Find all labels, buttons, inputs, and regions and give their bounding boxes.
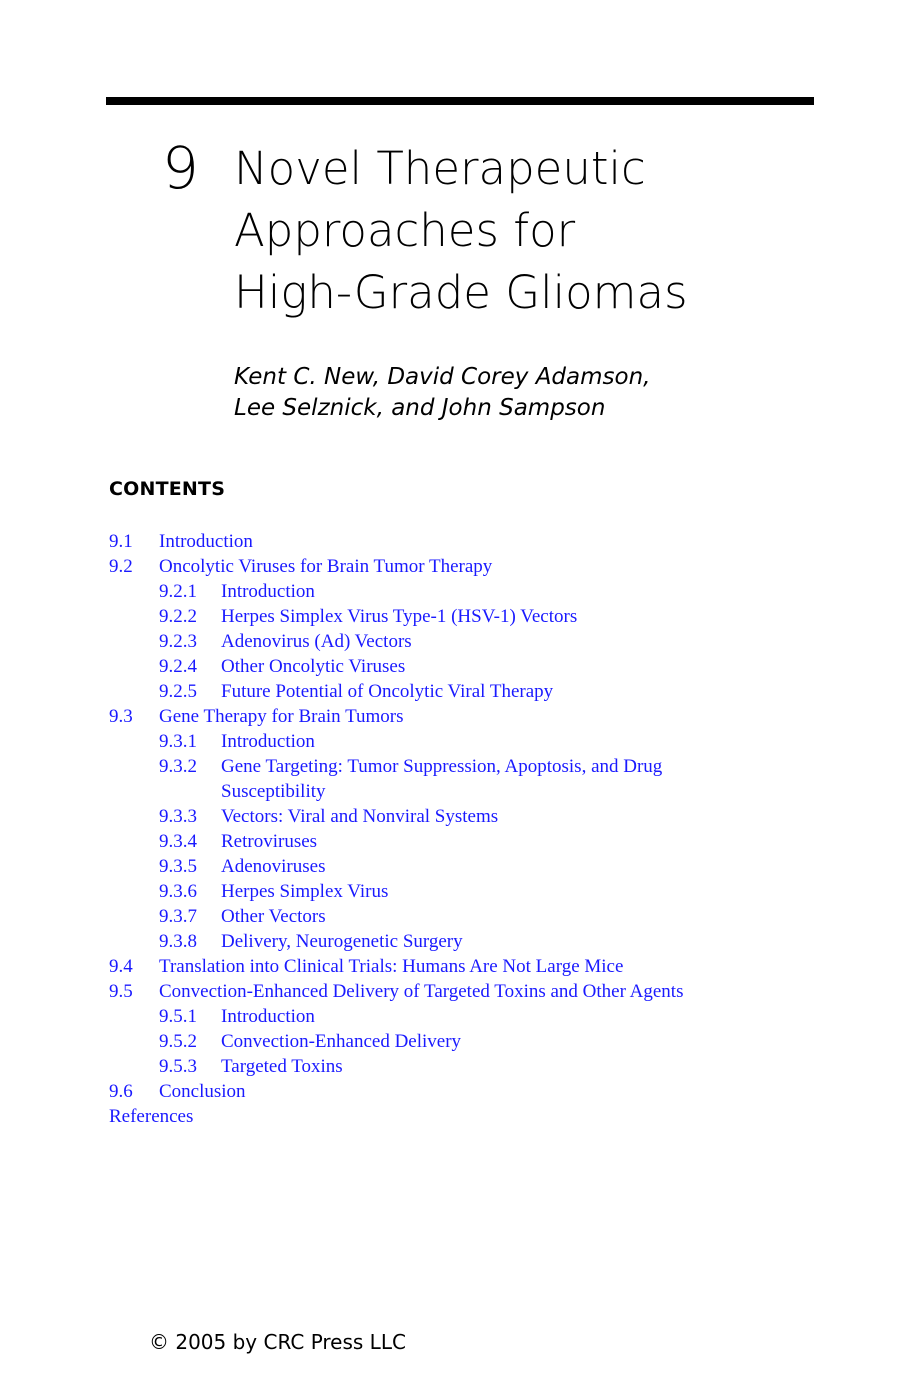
toc-entry-title: Vectors: Viral and Nonviral Systems — [221, 806, 499, 827]
toc-entry-number: 9.3.6 — [159, 881, 197, 902]
toc-entry-number: 9.3.4 — [159, 831, 197, 852]
toc-link-references[interactable] — [109, 1104, 849, 1129]
toc-entry-title: Herpes Simplex Virus — [221, 881, 389, 902]
toc-entry-number: 9.4 — [109, 956, 133, 977]
toc-entry-title: Convection-Enhanced Delivery — [221, 1031, 462, 1052]
toc-entry[interactable] — [109, 854, 849, 879]
toc-entry-number: 9.3.5 — [159, 856, 197, 877]
toc-entry[interactable] — [109, 554, 849, 579]
toc-entry-title: Introduction — [221, 581, 315, 602]
toc-entry-number: 9.5 — [109, 981, 133, 1002]
toc-entry[interactable] — [109, 929, 849, 954]
toc-entry-title: Adenoviruses — [221, 856, 326, 877]
toc-entry[interactable] — [109, 1004, 849, 1029]
toc-entry-number: 9.1 — [109, 531, 133, 552]
chapter-number: 9 — [162, 134, 199, 202]
toc-entry-title: Gene Targeting: Tumor Suppression, Apoptosis, and Drug — [221, 756, 663, 777]
toc-entry-title: Introduction — [221, 731, 315, 752]
toc-entry[interactable] — [109, 679, 849, 704]
toc-entry-title: Susceptibility — [221, 781, 326, 802]
chapter-title-line: Novel Therapeutic — [234, 142, 646, 195]
toc-entry-number: 9.2.1 — [159, 581, 197, 602]
toc-entry-title: Oncolytic Viruses for Brain Tumor Therapy — [159, 556, 493, 577]
toc-entry-title: Targeted Toxins — [221, 1056, 343, 1077]
toc-entry[interactable] — [109, 629, 849, 654]
toc-entry[interactable] — [109, 879, 849, 904]
toc-entry-title: Other Vectors — [221, 906, 326, 927]
chapter-title-line: Approaches for — [234, 204, 576, 257]
toc-entry-number: 9.5.1 — [159, 1006, 197, 1027]
toc-entry[interactable] — [109, 804, 849, 829]
table-of-contents — [109, 529, 849, 1129]
toc-entry[interactable] — [109, 979, 849, 1004]
toc-entry-number: 9.3.1 — [159, 731, 197, 752]
toc-entry-number: 9.3.2 — [159, 756, 197, 777]
toc-entry-title: References — [109, 1106, 194, 1127]
toc-entry[interactable] — [109, 954, 849, 979]
toc-entry-number: 9.5.3 — [159, 1056, 197, 1077]
toc-entry-number: 9.2.2 — [159, 606, 197, 627]
toc-entry-number: 9.3 — [109, 706, 133, 727]
authors-line: Lee Selznick, and John Sampson — [234, 395, 606, 421]
toc-entry[interactable] — [109, 579, 849, 604]
toc-entry[interactable] — [109, 904, 849, 929]
toc-entry-title: Gene Therapy for Brain Tumors — [159, 706, 404, 727]
toc-entry-number: 9.3.8 — [159, 931, 197, 952]
toc-entry[interactable] — [109, 529, 849, 554]
toc-entry-number: 9.5.2 — [159, 1031, 197, 1052]
toc-entry-number: 9.2.5 — [159, 681, 197, 702]
toc-entry-title: Other Oncolytic Viruses — [221, 656, 406, 677]
toc-entry-title: Delivery, Neurogenetic Surgery — [221, 931, 463, 952]
toc-entry[interactable] — [109, 1029, 849, 1054]
toc-entry-title: Translation into Clinical Trials: Humans Are Not Large Mice — [159, 956, 624, 977]
toc-entry[interactable] — [109, 829, 849, 854]
toc-entry-title: Future Potential of Oncolytic Viral Therapy — [221, 681, 554, 702]
contents-heading: CONTENTS — [109, 478, 226, 500]
copyright-notice: © 2005 by CRC Press LLC — [149, 1330, 406, 1354]
chapter-title — [234, 138, 834, 324]
toc-entry-title: Convection-Enhanced Delivery of Targeted Toxins and Other Agents — [159, 981, 684, 1002]
chapter-authors — [234, 362, 874, 424]
toc-entry-title: Introduction — [159, 531, 253, 552]
toc-entry-number: 9.3.7 — [159, 906, 197, 927]
toc-entry[interactable] — [109, 779, 849, 804]
toc-entry[interactable] — [109, 704, 849, 729]
toc-entry-title: Adenovirus (Ad) Vectors — [221, 631, 412, 652]
toc-entry-title: Herpes Simplex Virus Type-1 (HSV-1) Vectors — [221, 606, 578, 627]
toc-entry-number: 9.6 — [109, 1081, 133, 1102]
toc-entry[interactable] — [109, 754, 849, 779]
toc-entry[interactable] — [109, 1054, 849, 1079]
toc-entry-title: Conclusion — [159, 1081, 246, 1102]
chapter-top-rule — [106, 97, 814, 105]
toc-entry-number: 9.2 — [109, 556, 133, 577]
authors-line: Kent C. New, David Corey Adamson, — [234, 364, 651, 390]
toc-entry-number: 9.2.3 — [159, 631, 197, 652]
toc-entry[interactable] — [109, 1079, 849, 1104]
chapter-title-line: High-Grade Gliomas — [234, 266, 688, 319]
toc-entry-number: 9.3.3 — [159, 806, 197, 827]
toc-entry-number: 9.2.4 — [159, 656, 197, 677]
toc-entry[interactable] — [109, 604, 849, 629]
toc-entry[interactable] — [109, 654, 849, 679]
toc-entry-title: Introduction — [221, 1006, 315, 1027]
toc-entry[interactable] — [109, 729, 849, 754]
toc-entry-title: Retroviruses — [221, 831, 318, 852]
